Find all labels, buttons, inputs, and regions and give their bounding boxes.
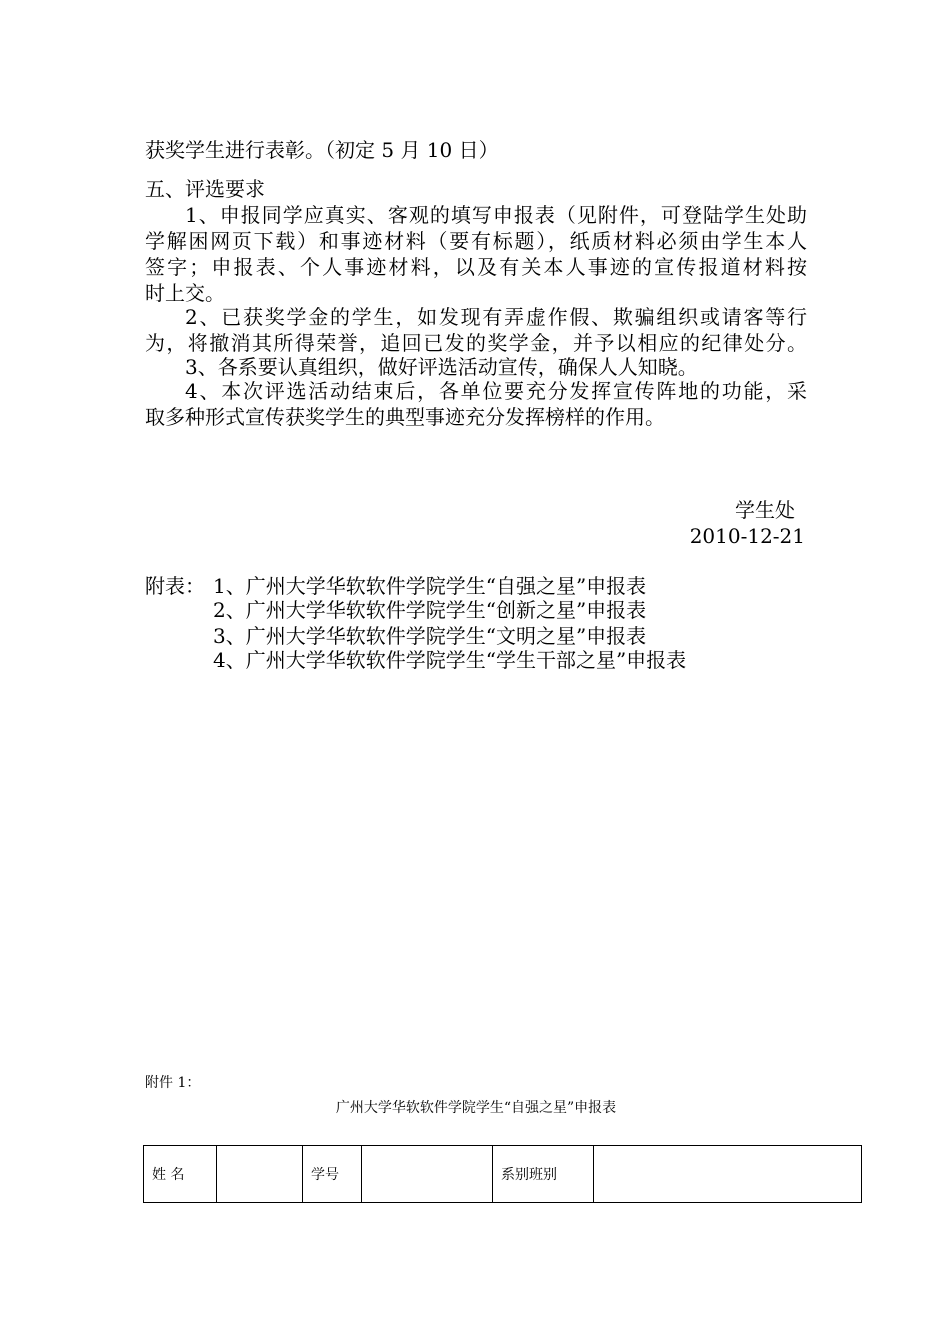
section-five-heading: 五、评选要求 [145,177,265,201]
attachment-item: 4、广州大学华软软件学院学生“学生干部之星”申报表 [213,648,687,672]
department-class-value-cell[interactable] [594,1146,862,1203]
attachment-item: 3、广州大学华软软件学院学生“文明之星”申报表 [213,624,647,648]
requirement-1-line-3: 签字；申报表、个人事迹材料，以及有关本人事迹的宣传报道材料按 [145,255,807,279]
application-form-table [143,1145,862,1203]
appendix-label: 附件 1： [145,1075,201,1091]
requirement-2-line-1: 2、已获奖学金的学生，如发现有弄虚作假、欺骗组织或请客等行 [185,305,807,329]
name-label-cell: 姓 名 [144,1146,217,1203]
requirement-1-line-2: 学解困网页下载）和事迹材料（要有标题），纸质材料必须由学生本人 [145,229,807,253]
attachment-item: 1、广州大学华软软件学院学生“自强之星”申报表 [213,574,647,598]
signature-org: 学生处 [735,498,795,522]
table-row [144,1146,862,1203]
requirement-2-line-2: 为，将撤消其所得荣誉，追回已发的奖学金，并予以相应的纪律处分。 [145,331,807,355]
requirement-3-line-1: 3、各系要认真组织，做好评选活动宣传，确保人人知晓。 [185,355,698,379]
appendix-title: 广州大学华软软件学院学生“自强之星”申报表 [335,1100,617,1116]
requirement-1-line-4: 时上交。 [145,281,225,305]
attachment-item: 2、广州大学华软软件学院学生“创新之星”申报表 [213,598,647,622]
attachments-label: 附表： [145,574,205,598]
department-class-label-cell: 系别班别 [493,1146,594,1203]
requirement-4-line-2: 取多种形式宣传获奖学生的典型事迹充分发挥榜样的作用。 [145,405,665,429]
student-id-label-cell: 学号 [303,1146,362,1203]
signature-date: 2010-12-21 [689,524,805,548]
requirement-1-line-1: 1、申报同学应真实、客观的填写申报表（见附件，可登陆学生处助 [185,203,807,227]
award-date-line: 获奖学生进行表彰。（初定 5 月 10 日） [145,138,499,162]
name-value-cell[interactable] [217,1146,303,1203]
requirement-4-line-1: 4、本次评选活动结束后，各单位要充分发挥宣传阵地的功能，采 [185,379,807,403]
student-id-value-cell[interactable] [362,1146,493,1203]
